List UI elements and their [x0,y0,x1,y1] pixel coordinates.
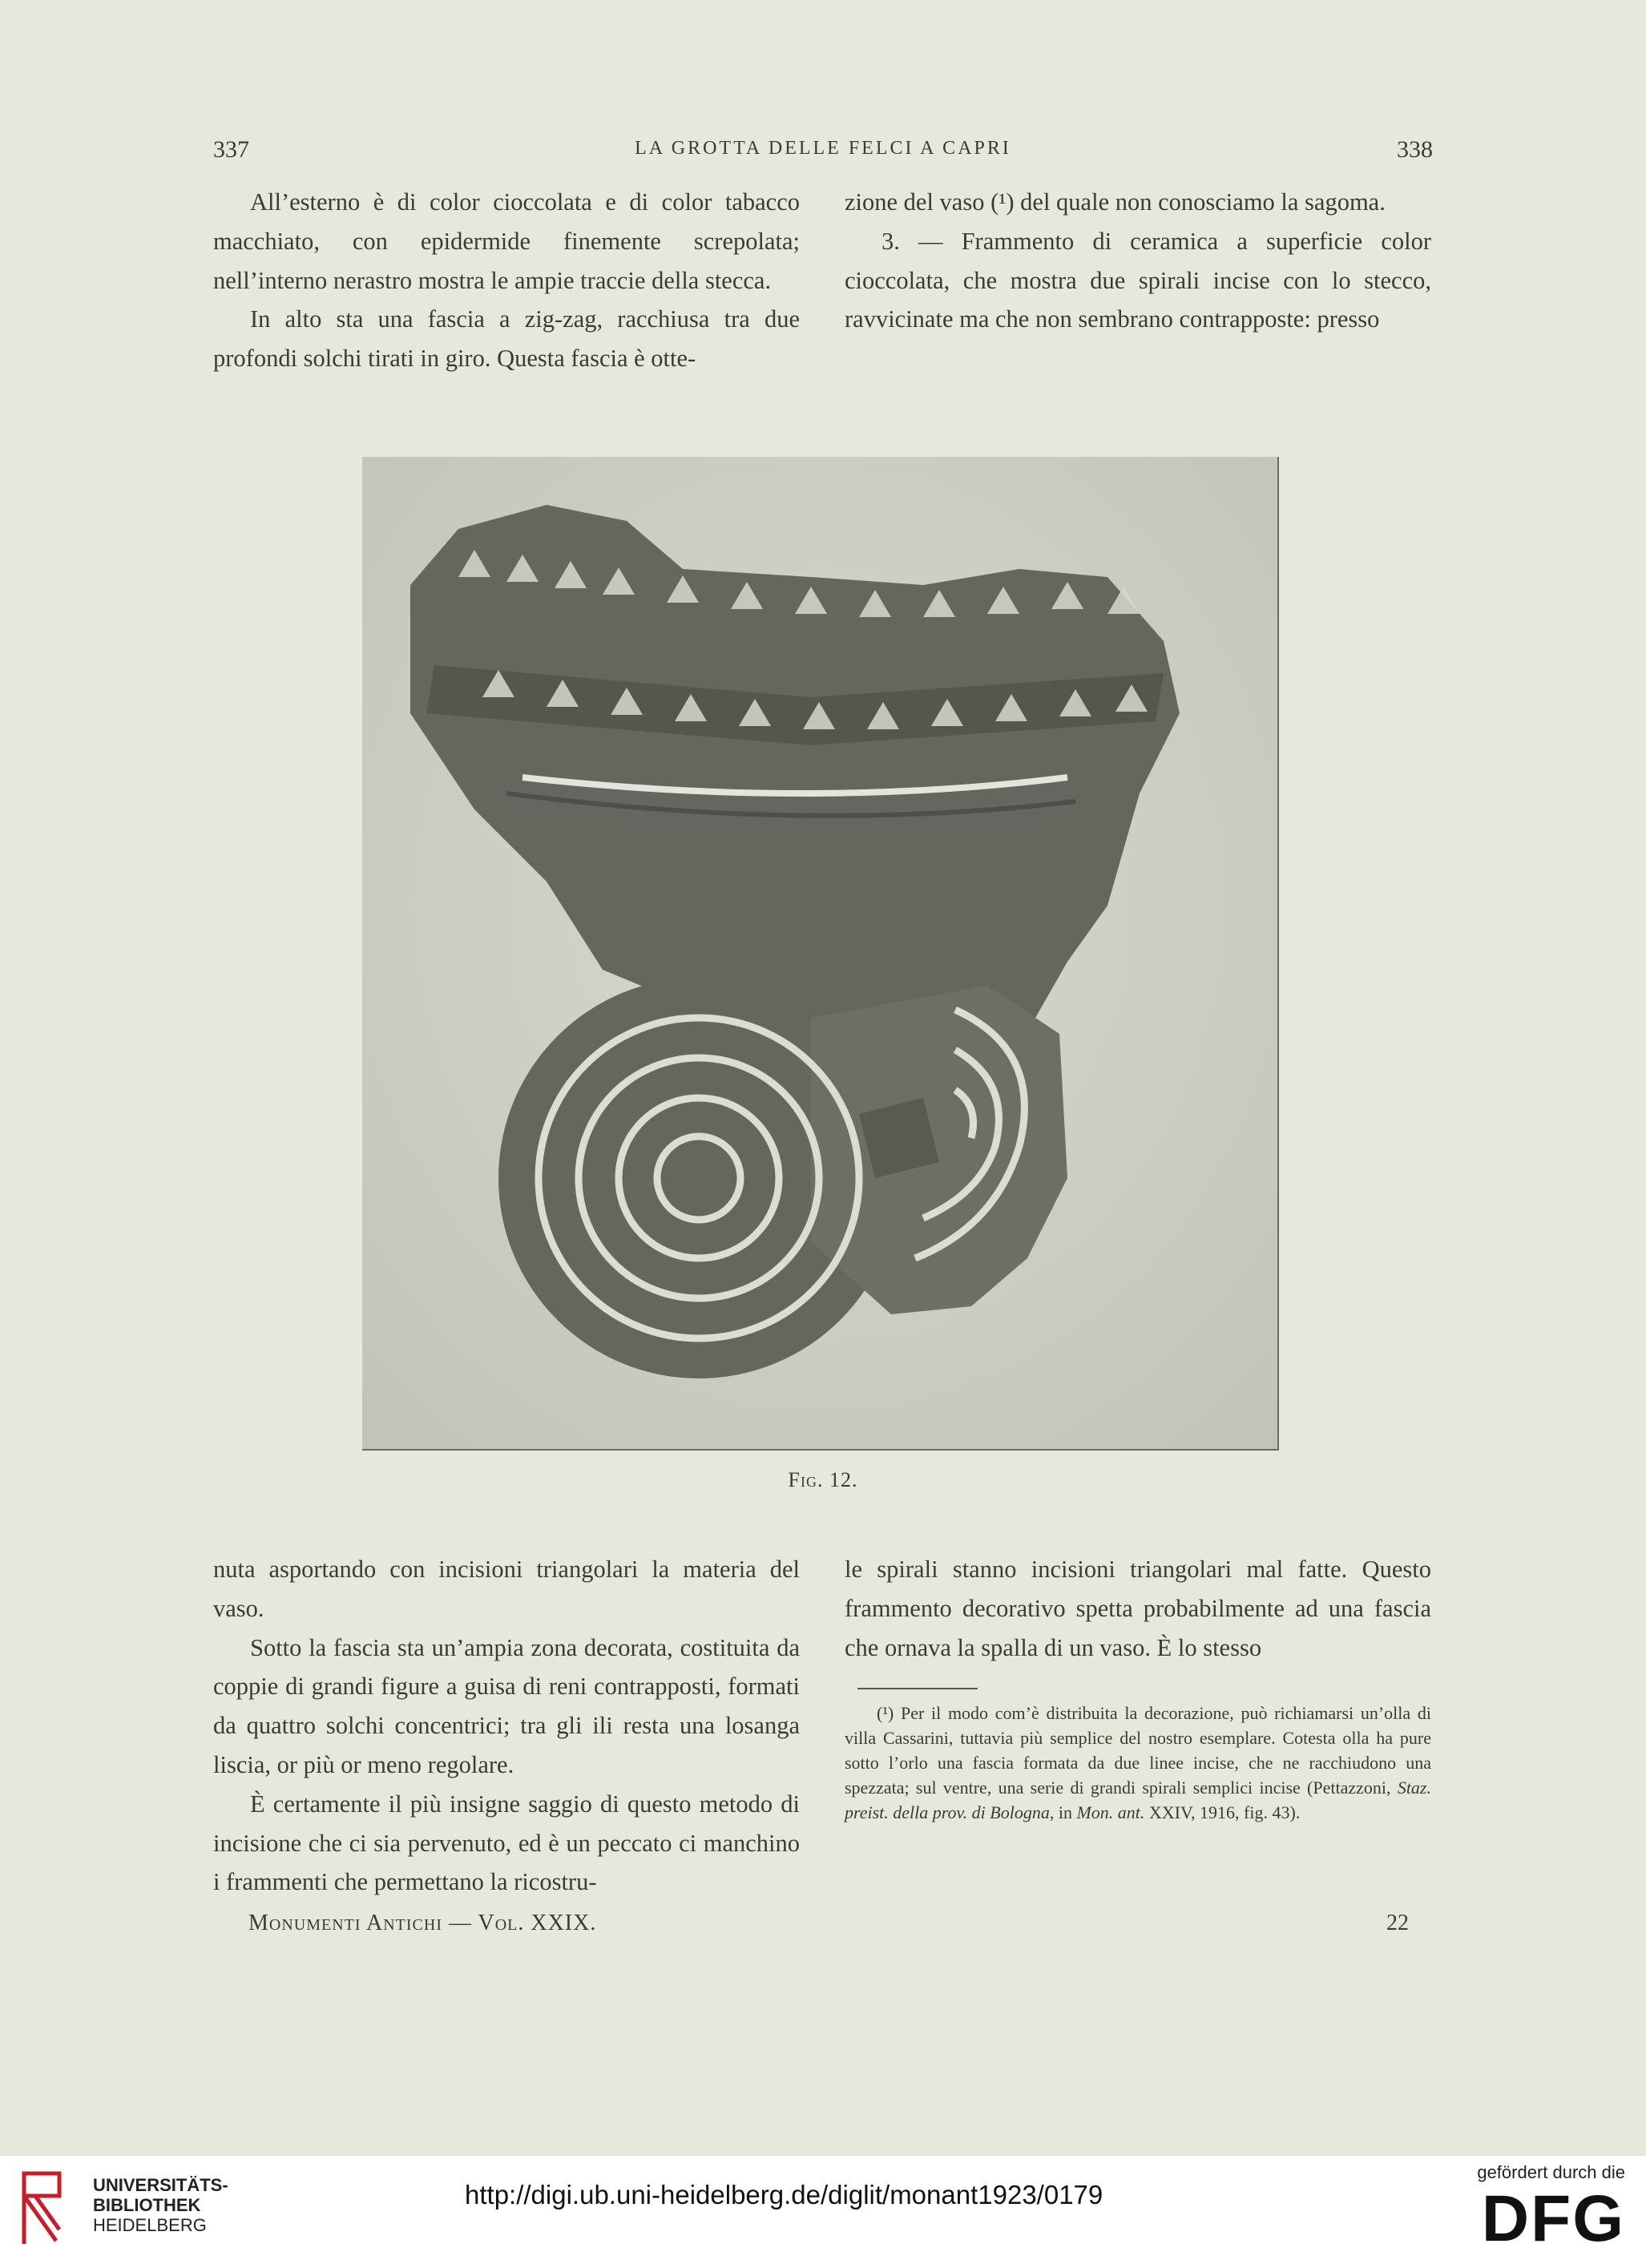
permalink-url[interactable]: http://digi.ub.uni-heidelberg.de/diglit/monant1923/0179 [465,2180,1103,2209]
sponsor-text: gefördert durch die [1477,2162,1625,2182]
text-column-top-left [213,183,800,378]
paragraph: All’esterno è di color cioccolata e di color tabacco macchiato, con epidermide finemente screpolata; nell’interno nerastro mostra le ampie traccie della stecca. [213,188,800,294]
dfg-logo: DFG [1481,2182,1625,2255]
digitization-bar [0,2156,1646,2268]
page-number-left: 337 [213,136,249,163]
footnote-divider [857,1688,978,1689]
university-library-logo-icon [18,2164,66,2252]
figure-photo-ceramic-fragment [362,457,1279,1451]
page-header [213,136,1433,172]
text-column-bottom-left [213,1550,800,1902]
page-number-right: 338 [1397,136,1433,163]
signature-mark: 22 [1386,1911,1409,1935]
paragraph: In alto sta una fascia a zig-zag, racchiusa tra due profondi solchi tirati in giro. Questa fascia è otte- [213,305,800,373]
paragraph: zione del vaso (¹) del quale non conosciamo la sagoma. [845,188,1386,216]
university-library-name: UNIVERSITÄTS- BIBLIOTHEK HEIDELBERG [93,2175,228,2235]
figure-caption: Fig. 12. [788,1468,858,1491]
footnote: (¹) Per il modo com’è distribuita la decorazione, può richiamarsi un’olla di villa Cassarini, tuttavia più semplice del nostro esemplare. Cotesta olla ha pure sotto l’orlo una fascia formata da due linee incise, che ne racchiudono una spezzata; sul ventre, una serie di grandi spirali semplici incise (Pettazzoni, Staz. preist. della prov. di Bologna, in Mon. ant. XXIV, 1916, fig. 43). [845,1703,1431,1822]
paragraph: le spirali stanno incisioni triangolari mal fatte. Questo frammento decorativo spetta probabilmente ad una fascia che ornava la spalla di un vaso. È lo stesso [845,1556,1431,1661]
paragraph: È certamente il più insigne saggio di questo metodo di incisione che ci sia pervenuto, ed è un peccato ci manchino i frammenti che permettano la ricostru- [213,1790,800,1896]
text-column-bottom-right [845,1550,1431,1667]
ceramic-fragment-image [362,457,1277,1449]
series-title: Monumenti Antichi — Vol. XXIX. [248,1911,597,1935]
paragraph: 3. — Frammento di ceramica a superficie color cioccolata, che mostra due spirali incise con lo stecco, ravvicinate ma che non sembrano contrapposte: presso [845,227,1431,333]
sponsor-block [1477,2162,1625,2255]
running-title: LA GROTTA DELLE FELCI A CAPRI [635,138,1011,159]
paragraph: Sotto la fascia sta un’ampia zona decorata, costituita da coppie di grandi figure a guisa di reni contrapposti, formati da quattro solchi concentrici; tra gli ili resta una losanga liscia, or più or meno regolare. [213,1633,800,1778]
text-column-top-right [845,183,1431,339]
paragraph: nuta asportando con incisioni triangolari la materia del vaso. [213,1556,800,1622]
